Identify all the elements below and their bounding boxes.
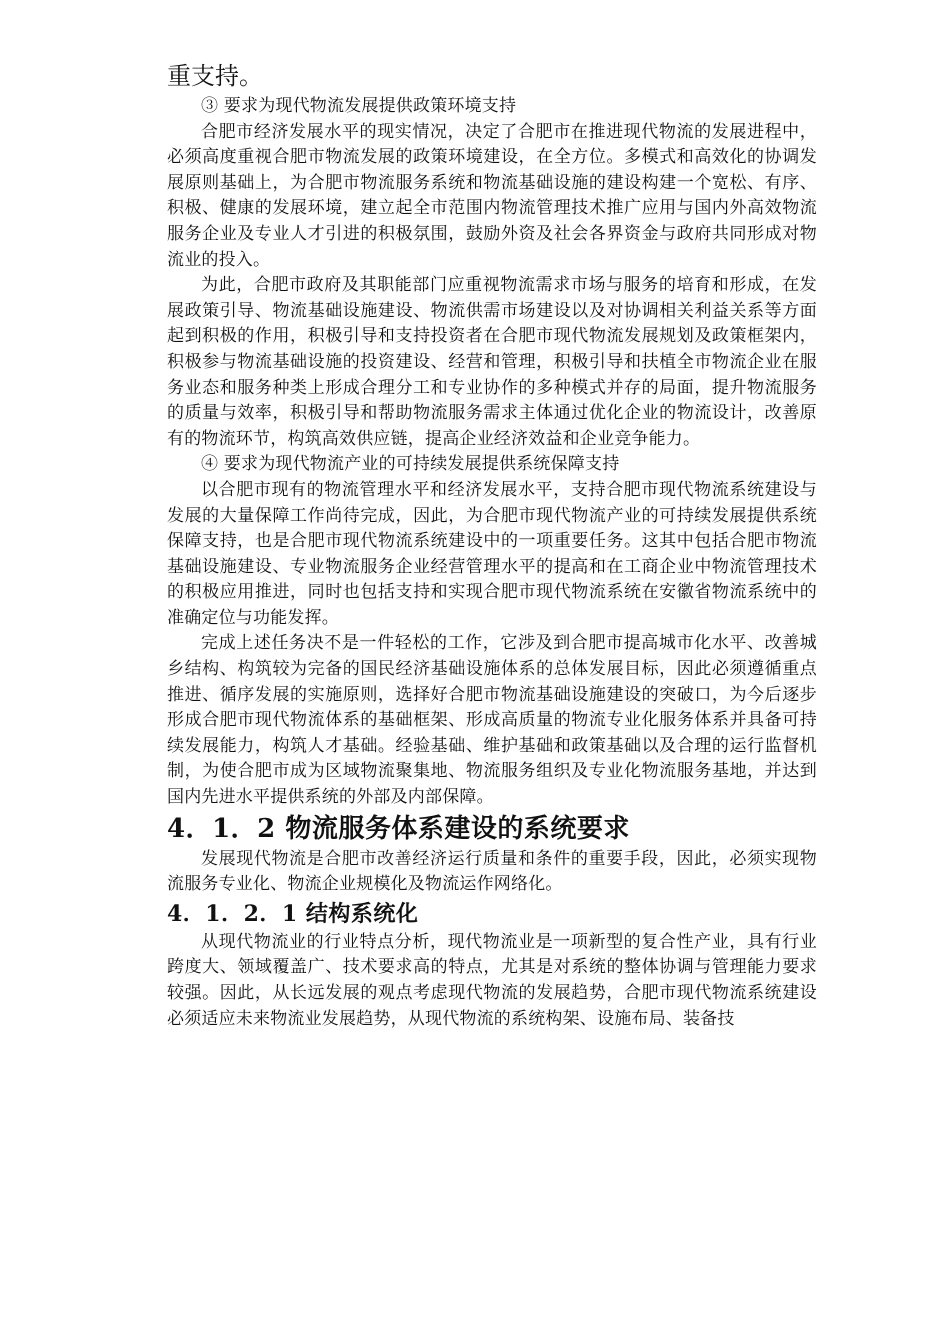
section-heading-4-1-2: 4．1．2 物流服务体系建设的系统要求 — [167, 813, 630, 844]
subsection-heading-4-1-2-1: 4．1．2．1 结构系统化 — [167, 900, 419, 927]
paragraph-service-requirements: 发展现代物流是合肥市改善经济运行质量和条件的重要手段，因此，必须实现物流服务专业化、物流企业规模化及物流运作网络化。 — [167, 848, 817, 895]
paragraph-government-role: 为此，合肥市政府及其职能部门应重视物流需求市场与服务的培育和形成，在发展政策引导、物流基础设施建设、物流供需市场建设以及对协调相关利益关系等方面起到积极的作用，积极引导和支持投资者在合肥市现代物流发展规划及政策框架内，积极参与物流基础设施的投资建设、经营和管理，积极引导和扶植全市物流企业在服务业态和服务种类上形成合理分工和专业协作的多种模式并存的局面，提升物流服务的质量与效率，积极引导和帮助物流服务需求主体通过优化企业的物流设计，改善原有的物流环节，构筑高效供应链，提高企业经济效益和企业竞争能力。 — [167, 275, 817, 449]
paragraph-system-support: 以合肥市现有的物流管理水平和经济发展水平，支持合肥市现代物流系统建设与发展的大量保障工作尚待完成，因此，为合肥市现代物流产业的可持续发展提供系统保障支持，也是合肥市现代物流系统建设中的一项重要任务。这其中包括合肥市物流基础设施建设、专业物流服务企业经营管理水平的提高和在工商企业中物流管理技术的积极应用推进，同时也包括支持和实现合肥市现代物流系统在安徽省物流系统中的准确定位与功能发挥。 — [167, 479, 817, 628]
continued-text: 重支持。 — [167, 62, 263, 90]
paragraph-structure-systematization: 从现代物流业的行业特点分析，现代物流业是一项新型的复合性产业，具有行业跨度大、领域覆盖广、技术要求高的特点，尤其是对系统的整体协调与管理能力要求较强。因此，从长远发展的观点考虑现代物流的发展趋势，合肥市现代物流系统建设必须适应未来物流业发展趋势，从现代物流的系统构架、设施布局、装备技 — [167, 931, 817, 1029]
document-body — [167, 58, 817, 1032]
paragraph-policy-environment: 合肥市经济发展水平的现实情况，决定了合肥市在推进现代物流的发展进程中，必须高度重视合肥市物流发展的政策环境建设，在全方位。多模式和高效化的协调发展原则基础上，为合肥市物流服务系统和物流基础设施的建设构建一个宽松、有序、积极、健康的发展环境，建立起全市范围内物流管理技术推广应用与国内外高效物流服务企业及专业人才引进的积极氛围，鼓励外资及社会各界资金与政府共同形成对物流业的投入。 — [167, 121, 817, 270]
item-3-heading: ③ 要求为现代物流发展提供政策环境支持 — [201, 96, 517, 116]
paragraph-task-completion: 完成上述任务决不是一件轻松的工作，它涉及到合肥市提高城市化水平、改善城乡结构、构筑较为完备的国民经济基础设施体系的总体发展目标，因此必须遵循重点推进、循序发展的实施原则，选择好合肥市物流基础设施建设的突破口，为今后逐步形成合肥市现代物流体系的基础框架、形成高质量的物流专业化服务体系并具备可持续发展能力，构筑人才基础。经验基础、维护基础和政策基础以及合理的运行监督机制，为使合肥市成为区域物流聚集地、物流服务组织及专业化物流服务基地，并达到国内先进水平提供系统的外部及内部保障。 — [167, 633, 817, 808]
item-4-heading: ④ 要求为现代物流产业的可持续发展提供系统保障支持 — [201, 454, 620, 475]
